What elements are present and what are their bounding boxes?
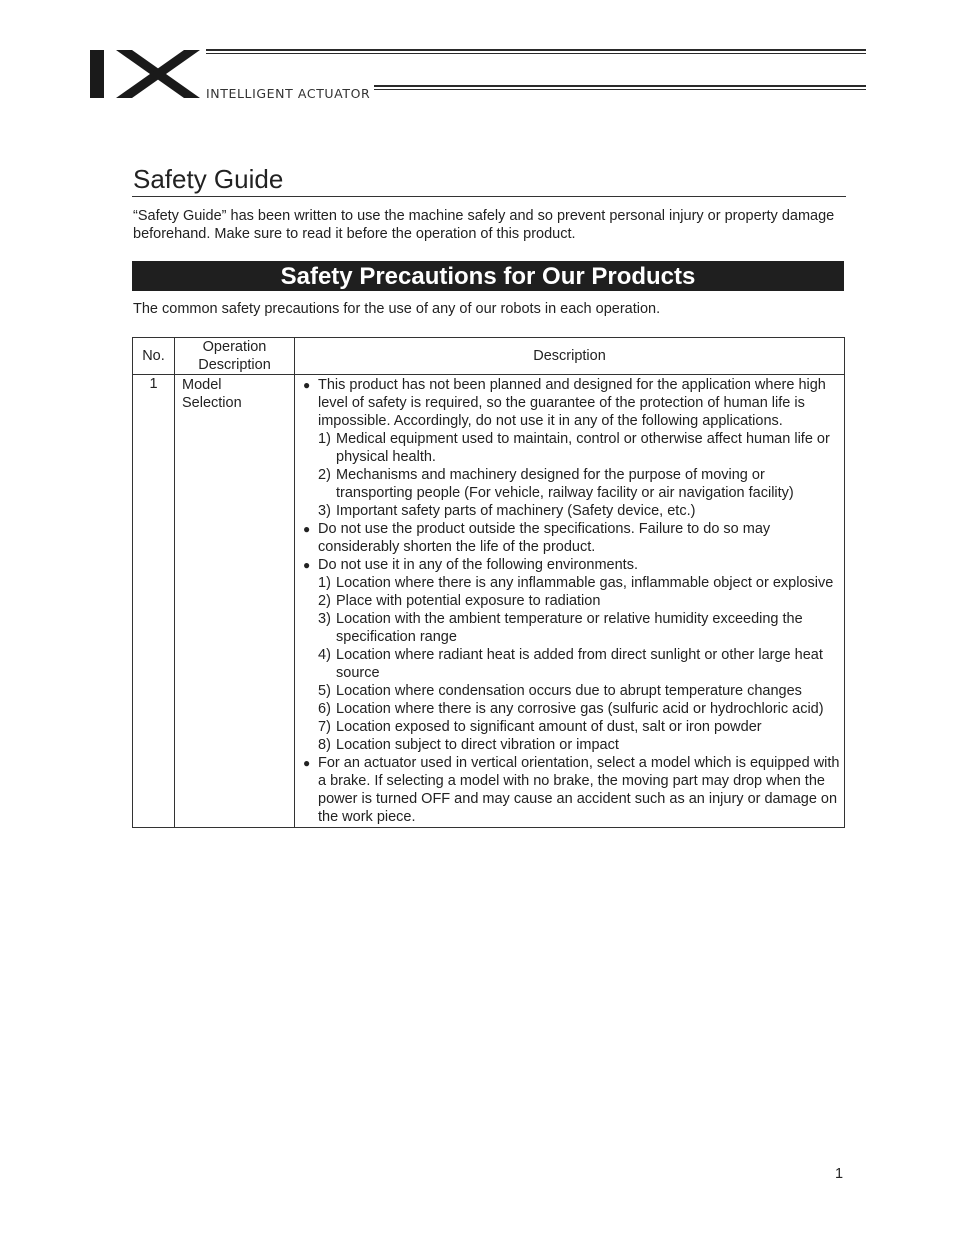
header-operation-line1: Operation	[202, 339, 267, 355]
list-item: 2) Mechanisms and machinery designed for the purpose of moving or transporting people (For vehicle, railway facility or air navigation facility)	[318, 467, 794, 501]
list-item: 7) Location exposed to significant amount of dust, salt or iron powder	[318, 719, 762, 735]
list-item: 6) Location where there is any corrosive gas (sulfuric acid or hydrochloric acid)	[318, 701, 824, 717]
brand-name: INTELLIGENT ACTUATOR	[206, 86, 371, 101]
header-no: No.	[133, 338, 175, 375]
row-number: 1	[133, 375, 175, 828]
list-item: 1) Location where there is any inflammable gas, inflammable object or explosive	[318, 575, 834, 591]
list-item: 8) Location subject to direct vibration or impact	[318, 737, 619, 753]
list-item: 1) Medical equipment used to maintain, control or otherwise affect human life or physical health.	[318, 431, 830, 465]
bullet-text: For an actuator used in vertical orientation, select a model which is equipped with a brake. If selecting a model with no brake, the moving part may drop when the power is turned OFF and may cause an accident such as an injury or damage on the work piece.	[318, 755, 840, 825]
page-title: Safety Guide	[133, 164, 284, 194]
row-operation-line1: Model	[182, 377, 222, 393]
list-item: 5) Location where condensation occurs due to abrupt temperature changes	[318, 683, 802, 699]
intro-paragraph: “Safety Guide” has been written to use the machine safely and so prevent personal injury or property damage beforehand. Make sure to read it before the operation of this product.	[133, 208, 835, 242]
list-item: 3) Important safety parts of machinery (Safety device, etc.)	[318, 503, 696, 519]
list-item: 2) Place with potential exposure to radiation	[318, 593, 601, 609]
bullet-text: This product has not been planned and designed for the application where high level of safety is required, so the guarantee of the protection of human life is impossible. Accordingly, do not use it in any of the following applications.	[318, 377, 826, 429]
row-operation	[175, 375, 295, 828]
bullet-icon: ●	[303, 522, 311, 536]
list-item: 4) Location where radiant heat is added from direct sunlight or other large heat source	[318, 647, 823, 681]
safety-table	[132, 337, 845, 828]
list-item: 3) Location with the ambient temperature or relative humidity exceeding the specification range	[318, 611, 803, 645]
bullet-item	[303, 754, 840, 826]
ix-logo	[90, 48, 200, 100]
header-operation-line2: Description	[198, 357, 271, 373]
row-description	[295, 375, 845, 828]
header-rule-bottom	[374, 85, 866, 87]
header-rule-top-thin	[206, 53, 866, 54]
bullet-icon: ●	[303, 378, 311, 392]
table-header-row	[133, 338, 845, 375]
header-rule-top	[206, 49, 866, 51]
bullet-text: Do not use the product outside the specifications. Failure to do so may considerably shorten the life of the product.	[318, 521, 771, 555]
table-row	[133, 375, 845, 828]
bullet-icon: ●	[303, 756, 311, 770]
bullet-item	[303, 520, 840, 556]
header-operation	[175, 338, 295, 375]
page-number: 1	[835, 1166, 844, 1182]
title-divider	[132, 196, 846, 197]
bullet-item	[303, 556, 840, 574]
bullet-item	[303, 376, 840, 430]
bullet-icon: ●	[303, 558, 311, 572]
bullet-text: Do not use it in any of the following environments.	[318, 557, 638, 573]
header-rule-bottom-thin	[374, 89, 866, 90]
header-description: Description	[295, 338, 845, 375]
row-operation-line2: Selection	[182, 395, 242, 411]
section-banner: Safety Precautions for Our Products	[132, 261, 844, 291]
section-intro: The common safety precautions for the use of any of our robots in each operation.	[133, 301, 661, 317]
